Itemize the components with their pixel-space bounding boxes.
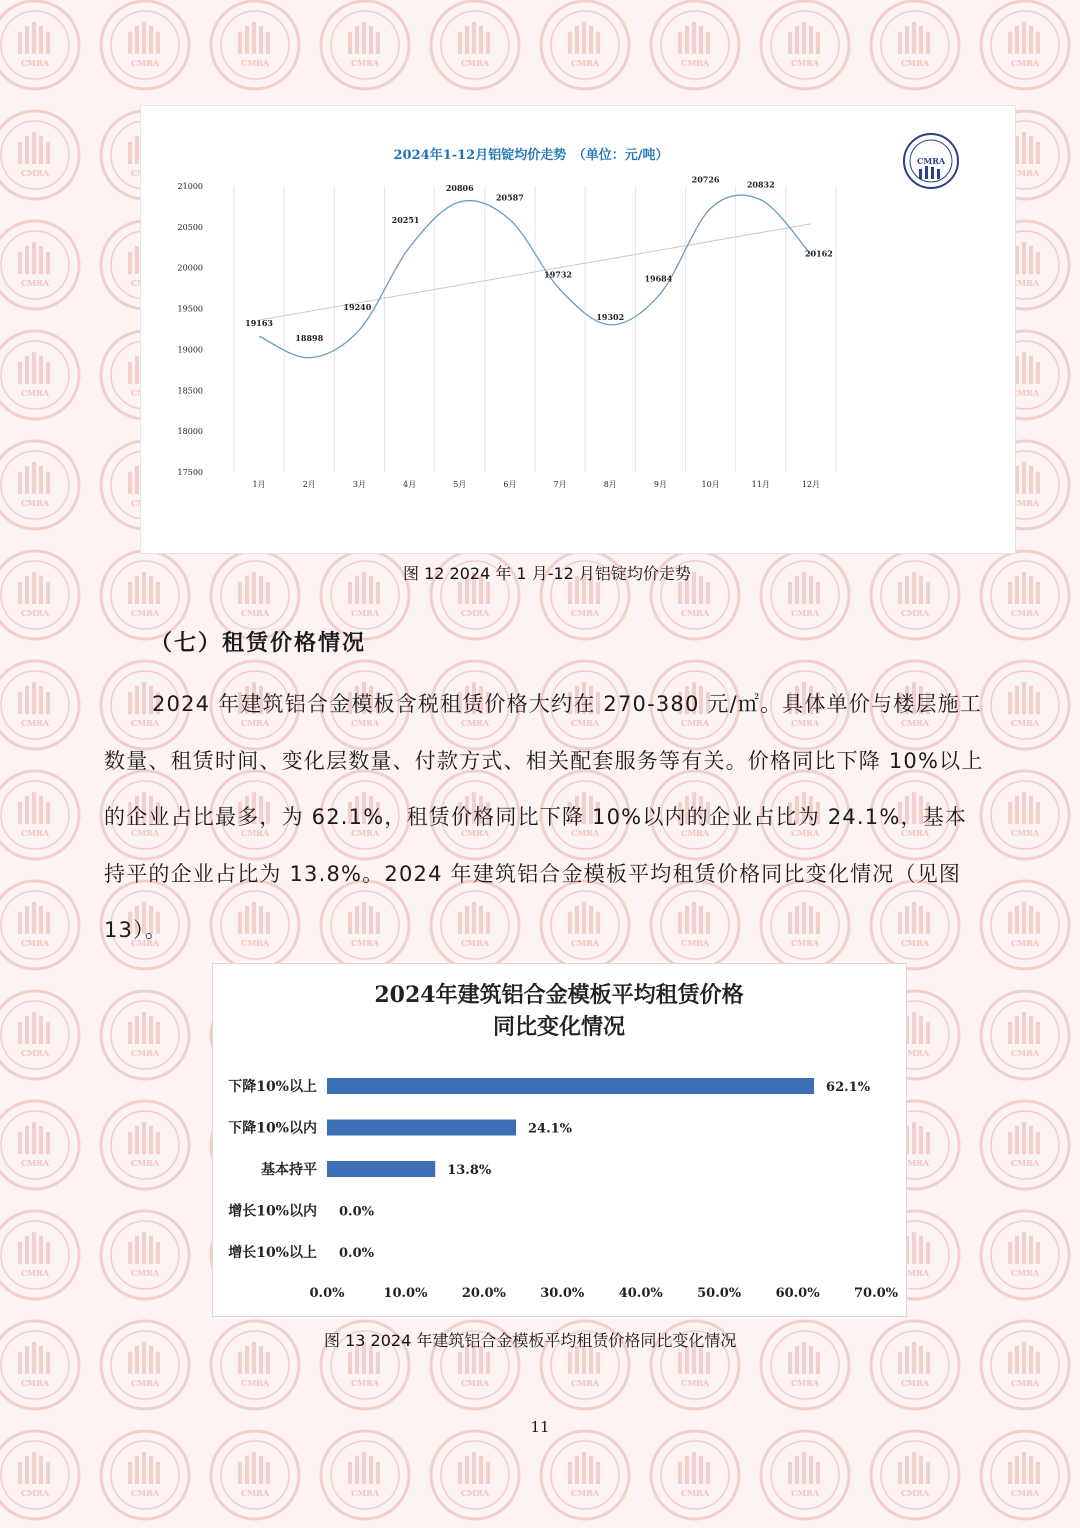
x-tick-label: 9月	[653, 480, 667, 489]
x-tick-label: 10月	[701, 480, 720, 489]
cmra-logo	[904, 134, 958, 188]
y-tick-label: 21000	[177, 182, 203, 191]
y-tick-label: 17500	[177, 468, 203, 477]
x-tick-label: 50.0%	[697, 1286, 742, 1301]
data-label: 20587	[495, 192, 524, 203]
x-tick-label: 11月	[751, 480, 770, 489]
x-tick-label: 1月	[252, 480, 266, 489]
x-tick-label: 20.0%	[461, 1286, 506, 1301]
bar	[327, 1161, 435, 1177]
data-label: 20726	[691, 174, 720, 185]
data-label: 20832	[746, 179, 775, 190]
x-tick-label: 0.0%	[309, 1286, 345, 1301]
x-tick-label: 10.0%	[383, 1286, 428, 1301]
bar-value-label: 0.0%	[339, 1246, 374, 1261]
bar	[327, 1078, 814, 1094]
bar	[327, 1120, 516, 1136]
x-tick-label: 6月	[503, 480, 517, 489]
data-label: 19732	[544, 269, 573, 280]
y-tick-label: 19500	[177, 304, 203, 314]
y-tick-label: 18000	[177, 427, 203, 437]
data-label: 20806	[445, 182, 474, 193]
x-tick-label: 30.0%	[540, 1286, 585, 1301]
bar-value-label: 13.8%	[447, 1163, 492, 1178]
x-tick-label: 3月	[352, 480, 366, 489]
aluminum-price-chart	[140, 105, 1016, 554]
bar-value-label: 24.1%	[528, 1121, 573, 1137]
body-paragraph: 2024 年建筑铝合金模板含税租赁价格大约在 270-380 元/㎡。具体单价与楼层施工数量、租赁时间、变化层数量、付款方式、相关配套服务等有关。价格同比下降 10%以上的企业占比最多，为 62.1%，租赁价格同比下降 10%以内的企业占比为 24.1%，基本持平的企业占比为 13.8%。2024 年建筑铝合金模板平均租赁价格同比变化情况（见图 13）。	[104, 692, 984, 942]
x-tick-label: 4月	[403, 480, 417, 489]
x-tick-label: 8月	[603, 480, 617, 489]
x-tick-label: 12月	[801, 480, 821, 489]
rental-price-change-chart-svg	[213, 964, 906, 1316]
y-tick-label: 20000	[177, 263, 203, 273]
category-label: 下降10%以内	[228, 1120, 317, 1137]
x-tick-label: 7月	[553, 480, 567, 489]
aluminum-price-chart-svg	[141, 106, 1015, 553]
y-tick-label: 19000	[177, 345, 203, 355]
x-tick-label: 60.0%	[775, 1286, 820, 1301]
data-label: 19302	[596, 311, 625, 322]
y-tick-label: 20500	[177, 222, 203, 232]
page-number: 11	[530, 1418, 550, 1436]
bar-value-label: 0.0%	[339, 1204, 374, 1220]
data-label: 19163	[245, 318, 274, 329]
data-label: 19240	[343, 301, 372, 312]
x-tick-label: 70.0%	[853, 1286, 899, 1301]
figure-13-caption: 图 13 2024 年建筑铝合金模板平均租赁价格同比变化情况	[324, 1331, 737, 1350]
chart-title-line-2: 同比变化情况	[492, 1014, 626, 1040]
category-label: 基本持平	[261, 1162, 317, 1178]
category-label: 下降10%以上	[228, 1079, 317, 1095]
x-tick-label: 40.0%	[618, 1286, 663, 1301]
chart-title-line-1: 2024年建筑铝合金模板平均租赁价格	[374, 982, 744, 1008]
rental-price-change-chart	[212, 963, 907, 1317]
chart-title: 2024年1-12月铝锭均价走势 （单位：元/吨）	[393, 148, 669, 163]
svg-text:CMRA: CMRA	[916, 156, 946, 166]
section-title: （七）租赁价格情况	[150, 631, 367, 656]
category-label: 增长10%以内	[228, 1203, 317, 1220]
data-label: 19684	[644, 273, 673, 284]
data-label: 18898	[295, 332, 324, 343]
category-label: 增长10%以上	[228, 1245, 317, 1261]
x-tick-label: 5月	[453, 480, 467, 489]
data-label: 20162	[804, 248, 833, 259]
figure-12-caption: 图 12 2024 年 1 月-12 月铝锭均价走势	[403, 564, 691, 583]
x-tick-label: 2月	[302, 480, 316, 489]
y-tick-label: 18500	[177, 386, 203, 396]
bar-value-label: 62.1%	[826, 1080, 871, 1095]
data-label: 20251	[391, 215, 420, 226]
